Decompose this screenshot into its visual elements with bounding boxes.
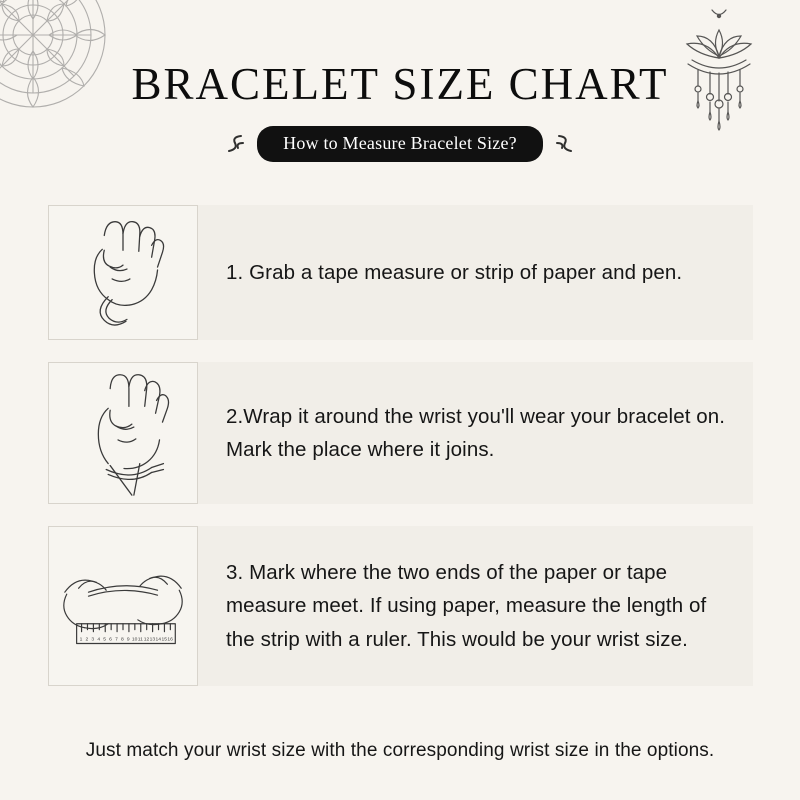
svg-text:10: 10: [131, 637, 138, 643]
svg-text:4: 4: [97, 637, 101, 643]
flourish-icon: [553, 131, 579, 157]
svg-text:7: 7: [115, 637, 118, 643]
steps-list: [48, 205, 753, 708]
svg-text:11: 11: [137, 637, 143, 643]
step-text: 3. Mark where the two ends of the paper or tape measure meet. If using paper, measure the length of the strip with a ruler. This would be your wrist size.: [226, 561, 707, 651]
hand-wrapping-wrist-icon: [48, 362, 198, 504]
svg-text:14: 14: [155, 637, 162, 643]
svg-text:6: 6: [109, 637, 112, 643]
page-title: BRACELET SIZE CHART: [131, 59, 669, 109]
subtitle-row: [0, 126, 800, 162]
subtitle-pill: How to Measure Bracelet Size?: [257, 126, 543, 162]
hands-measuring-ruler-icon: [48, 526, 198, 686]
list-item: [48, 205, 753, 340]
svg-text:5: 5: [103, 637, 107, 643]
svg-text:8: 8: [121, 637, 124, 643]
list-item: [48, 526, 753, 686]
footer-note: Just match your wrist size with the corresponding wrist size in the options.: [85, 740, 715, 761]
step-text: 1. Grab a tape measure or strip of paper and pen.: [226, 260, 683, 284]
svg-text:3: 3: [91, 637, 95, 643]
svg-text:13: 13: [149, 637, 156, 643]
svg-text:1: 1: [79, 637, 83, 643]
svg-text:2: 2: [85, 637, 89, 643]
svg-text:12: 12: [143, 637, 150, 643]
svg-text:16: 16: [167, 637, 173, 643]
hand-with-tape-icon: [48, 205, 198, 340]
svg-text:15: 15: [161, 637, 167, 643]
step-text: 2.Wrap it around the wrist you'll wear your bracelet on. Mark the place where it joins.: [226, 404, 726, 461]
svg-text:9: 9: [126, 637, 130, 643]
list-item: [48, 362, 753, 504]
flourish-icon: [221, 131, 247, 157]
